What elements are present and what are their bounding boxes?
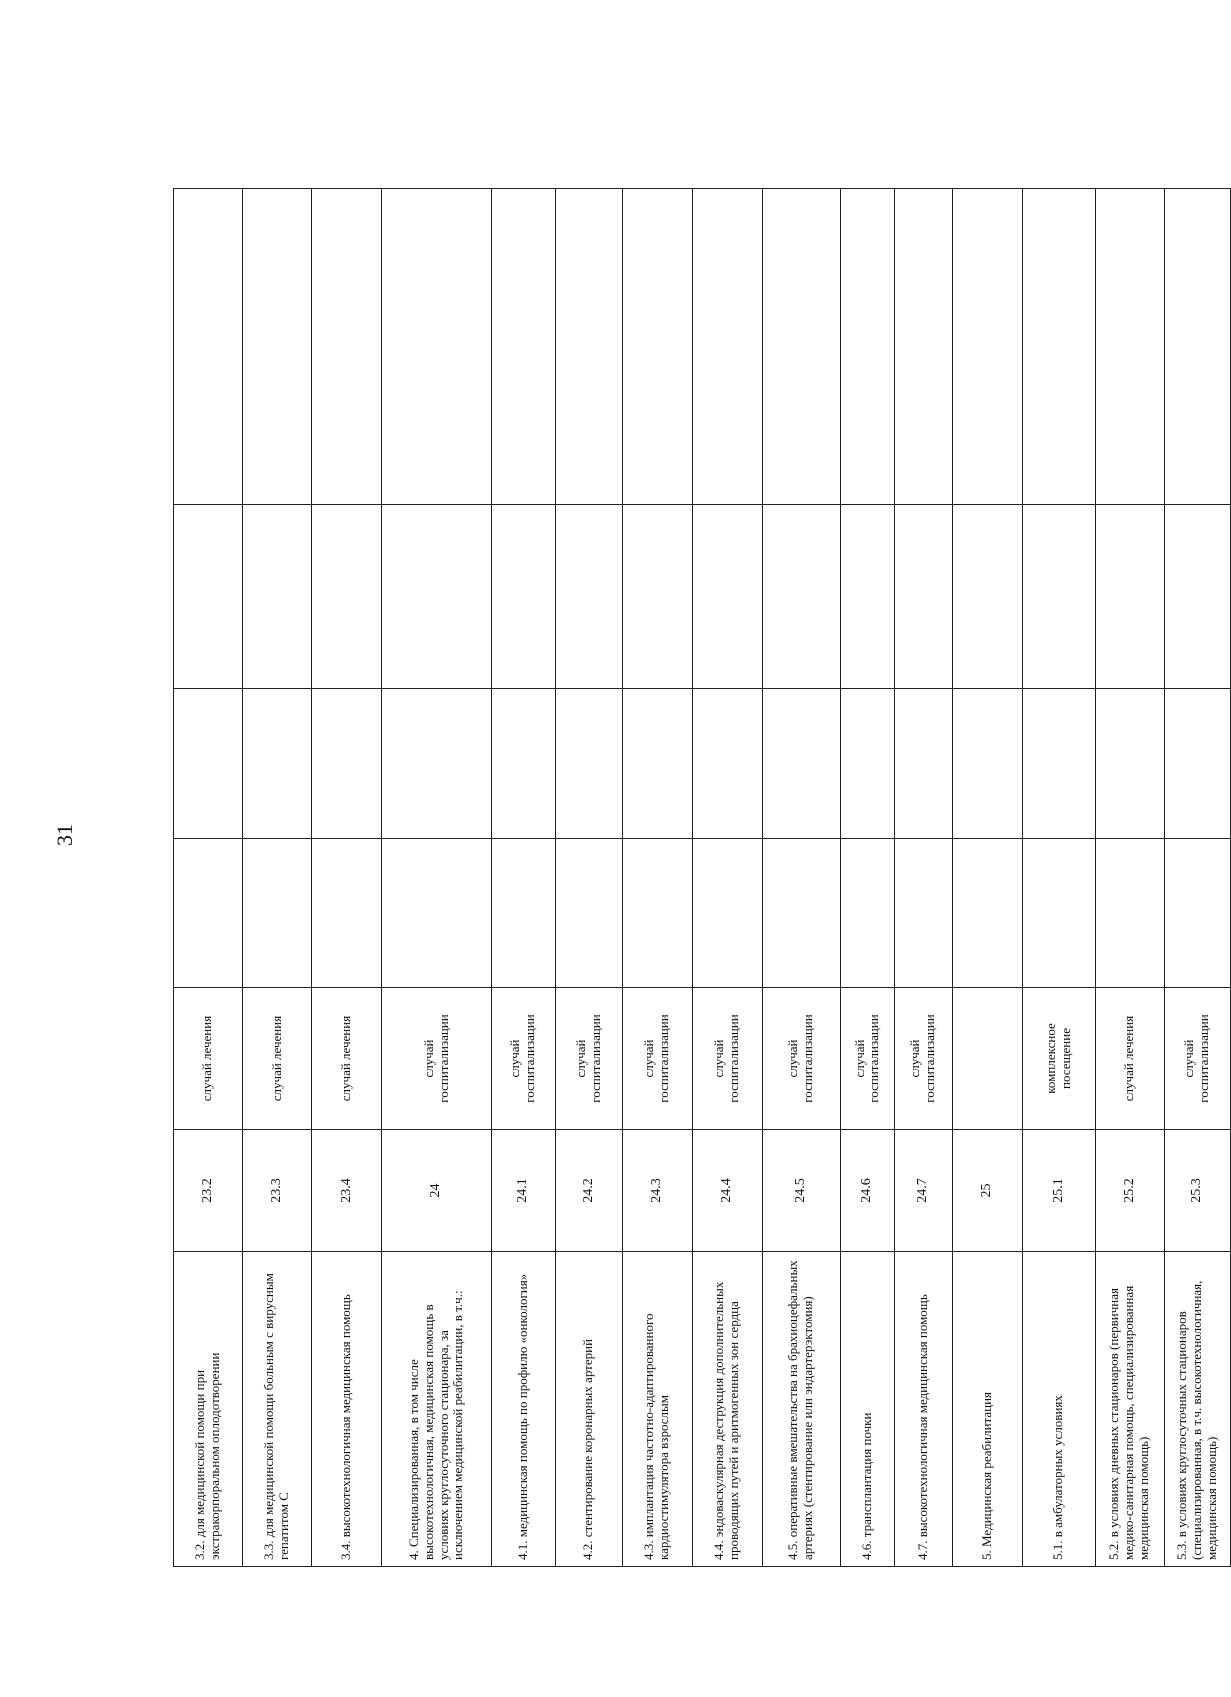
empty-cell [840,505,894,689]
row-code-cell: 24.2 [555,1130,622,1252]
row-unit-cell: случай госпитализации [840,988,894,1130]
empty-cell [692,505,762,689]
empty-cell [840,689,894,839]
empty-cell [692,839,762,988]
empty-cell [622,839,692,988]
empty-cell [762,839,840,988]
empty-cell [622,189,692,505]
row-code-cell: 23.4 [312,1130,382,1252]
empty-cell [242,505,312,689]
empty-cell [895,505,953,689]
empty-cell [1096,839,1165,988]
table-row [622,189,692,1567]
empty-cell [491,505,555,689]
empty-cell [491,189,555,505]
empty-cell [174,505,243,689]
empty-cell [312,505,382,689]
empty-cell [312,689,382,839]
empty-cell [555,505,622,689]
row-name-cell: 5.2. в условиях дневных стационаров (первичная медико-санитарная помощь, специализированная медицинская помощь) [1096,1252,1165,1567]
table-row [382,189,492,1567]
empty-cell [491,839,555,988]
table-row [242,189,312,1567]
empty-cell [555,689,622,839]
data-table [173,188,1231,1567]
empty-cell [952,505,1022,689]
row-code-cell: 24.5 [762,1130,840,1252]
table-row [1164,189,1230,1567]
empty-cell [1022,839,1095,988]
row-name-cell: 4.1. медицинская помощь по профилю «онкология» [491,1252,555,1567]
table-row [952,189,1022,1567]
row-name-cell: 4.4. эндоваскулярная деструкция дополнительных проводящих путей и аритмогенных зон сердца [692,1252,762,1567]
table-row [491,189,555,1567]
row-name-cell: 4.7. высокотехнологичная медицинская помощь [895,1252,953,1567]
row-name-cell: 3.3. для медицинской помощи больным с вирусным гепатитом С [242,1252,312,1567]
row-name-cell: 4.3. имплантация частотно-адаптированного кардиостимулятора взрослым [622,1252,692,1567]
row-code-cell: 25.3 [1164,1130,1230,1252]
empty-cell [840,839,894,988]
empty-cell [762,505,840,689]
table-body [174,189,1231,1567]
row-unit-cell: случай лечения [242,988,312,1130]
empty-cell [174,689,243,839]
table-row [840,189,894,1567]
empty-cell [1022,505,1095,689]
table-row [895,189,953,1567]
empty-cell [382,189,492,505]
empty-cell [1164,505,1230,689]
row-code-cell: 24 [382,1130,492,1252]
empty-cell [1022,189,1095,505]
rotated-table-container [173,189,1231,1567]
row-unit-cell: случай лечения [312,988,382,1130]
empty-cell [895,689,953,839]
empty-cell [312,839,382,988]
row-code-cell: 24.7 [895,1130,953,1252]
empty-cell [555,189,622,505]
table-row [762,189,840,1567]
empty-cell [174,839,243,988]
empty-cell [174,189,243,505]
row-code-cell: 24.6 [840,1130,894,1252]
empty-cell [895,839,953,988]
row-unit-cell [952,988,1022,1130]
empty-cell [840,189,894,505]
empty-cell [952,189,1022,505]
row-code-cell: 24.3 [622,1130,692,1252]
empty-cell [622,505,692,689]
row-code-cell: 23.2 [174,1130,243,1252]
page-number: 31 [52,824,77,846]
empty-cell [895,189,953,505]
row-code-cell: 25 [952,1130,1022,1252]
empty-cell [312,189,382,505]
row-unit-cell: случай госпитализации [622,988,692,1130]
empty-cell [382,505,492,689]
row-name-cell: 4.6. трансплантация почки [840,1252,894,1567]
row-name-cell: 3.2. для медицинской помощи при экстракорпоральном оплодотворении [174,1252,243,1567]
row-unit-cell: случай лечения [1096,988,1165,1130]
row-code-cell: 24.4 [692,1130,762,1252]
row-name-cell: 4.2. стентирование коронарных артерий [555,1252,622,1567]
row-name-cell: 5.3. в условиях круглосуточных стационаров (специализированная, в т.ч. высокотехнологичная, медицинская помощь) [1164,1252,1230,1567]
row-name-cell: 4.5. оперативные вмешательства на брахиоцефальных артериях (стентирование или эндартерэктомия) [762,1252,840,1567]
row-code-cell: 25.1 [1022,1130,1095,1252]
row-name-cell: 3.4. высокотехнологичная медицинская помощь [312,1252,382,1567]
empty-cell [1164,189,1230,505]
empty-cell [1096,189,1165,505]
empty-cell [555,839,622,988]
row-name-cell: 4. Специализированная, в том числе высокотехнологичная, медицинская помощь в условиях круглосуточного стационара, за исключением медицинской реабилитации, в т.ч.: [382,1252,492,1567]
empty-cell [242,839,312,988]
empty-cell [1096,689,1165,839]
row-unit-cell: случай госпитализации [762,988,840,1130]
row-unit-cell: случай госпитализации [1164,988,1230,1130]
table-row [692,189,762,1567]
empty-cell [242,189,312,505]
empty-cell [692,189,762,505]
empty-cell [242,689,312,839]
row-code-cell: 23.3 [242,1130,312,1252]
empty-cell [622,689,692,839]
row-unit-cell: случай госпитализации [895,988,953,1130]
row-unit-cell: случай госпитализации [692,988,762,1130]
empty-cell [382,839,492,988]
row-unit-cell: комплексное посещение [1022,988,1095,1130]
row-unit-cell: случай лечения [174,988,243,1130]
table-row [555,189,622,1567]
row-name-cell: 5.1. в амбулаторных условиях [1022,1252,1095,1567]
empty-cell [952,689,1022,839]
row-unit-cell: случай госпитализации [491,988,555,1130]
row-name-cell: 5. Медицинская реабилитация [952,1252,1022,1567]
empty-cell [1022,689,1095,839]
row-code-cell: 24.1 [491,1130,555,1252]
empty-cell [762,689,840,839]
empty-cell [1164,689,1230,839]
empty-cell [1164,839,1230,988]
empty-cell [382,689,492,839]
empty-cell [692,689,762,839]
row-unit-cell: случай госпитализации [382,988,492,1130]
empty-cell [1096,505,1165,689]
empty-cell [952,839,1022,988]
row-code-cell: 25.2 [1096,1130,1165,1252]
table-row [174,189,243,1567]
empty-cell [491,689,555,839]
table-row [1022,189,1095,1567]
table-row [312,189,382,1567]
table-row [1096,189,1165,1567]
empty-cell [762,189,840,505]
row-unit-cell: случай госпитализации [555,988,622,1130]
